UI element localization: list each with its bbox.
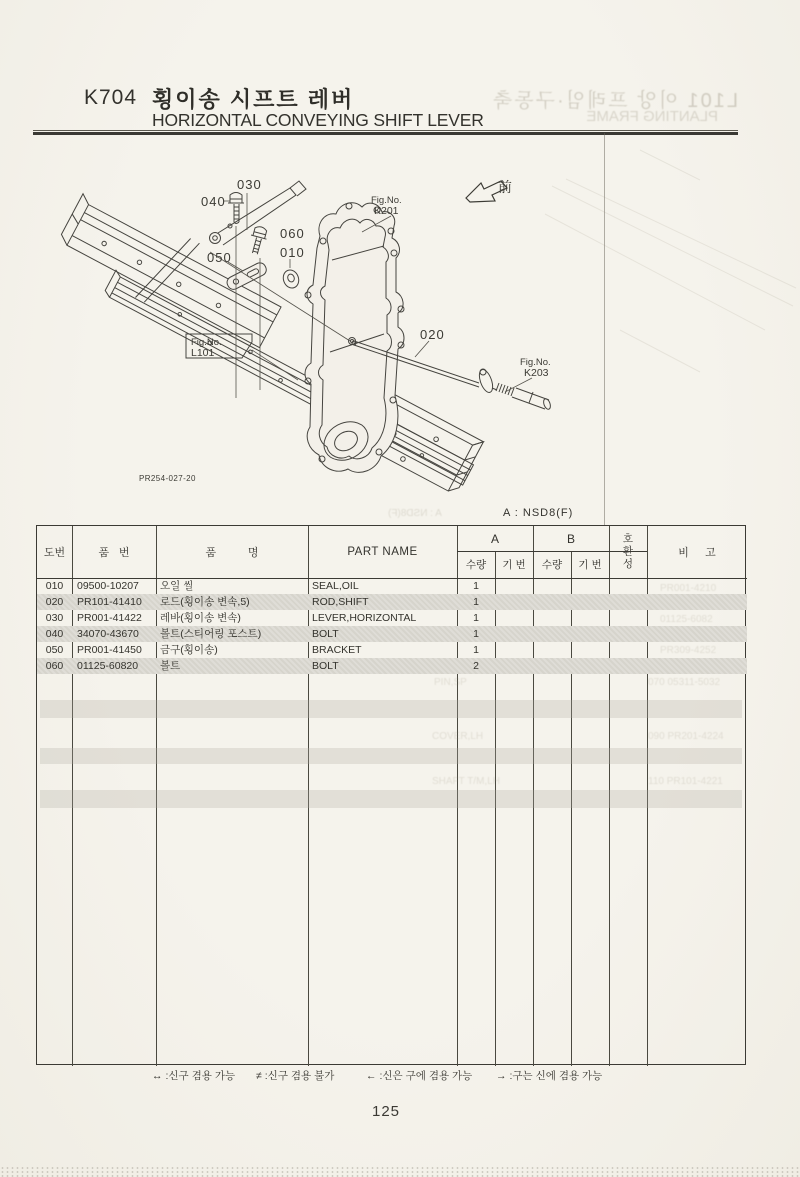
table-row xyxy=(37,610,747,626)
col-header-part-no: 품 번 xyxy=(98,547,130,559)
bleed-through-text: 070 05311-5032 xyxy=(648,677,721,688)
row-part-name: SEAL,OIL xyxy=(312,580,359,592)
fig-ref-l101: L101 xyxy=(191,347,215,359)
table-row xyxy=(37,642,747,658)
row-no: 040 xyxy=(45,628,64,640)
fig-ref-k201: K201 xyxy=(374,205,399,217)
row-name-ko: 오일 씰 xyxy=(160,580,194,592)
row-name-ko: 볼트 xyxy=(160,660,181,672)
fig-ref-label-l101: Fig.No. xyxy=(191,337,222,348)
bleed-through-band xyxy=(40,748,742,764)
fig-ref-k203: K203 xyxy=(524,367,549,379)
row-qty-a: 1 xyxy=(473,580,479,592)
drawing-code: PR254-027-20 xyxy=(139,474,196,483)
col-header-group-a: A xyxy=(490,531,499,546)
callout-040: 040 xyxy=(201,194,226,209)
row-part-name: ROD,SHIFT xyxy=(312,596,369,608)
row-no: 060 xyxy=(45,660,64,672)
front-arrow xyxy=(466,179,512,202)
row-part-name: BOLT xyxy=(312,628,339,640)
figure-number: K704 xyxy=(84,86,138,109)
row-qty-a: 1 xyxy=(473,628,479,640)
legend-symbol-not-equal-icon: ≠ xyxy=(256,1070,262,1082)
table-row xyxy=(37,658,747,674)
row-part-name: BRACKET xyxy=(312,644,362,656)
bleed-through-diagram-lines xyxy=(545,150,796,372)
callout-060: 060 xyxy=(280,226,305,241)
scan-noise-strip xyxy=(0,1166,800,1177)
row-name-ko: 금구(횡이송) xyxy=(160,644,218,656)
fig-ref-label-k203: Fig.No. xyxy=(520,357,551,368)
row-qty-a: 2 xyxy=(473,660,479,672)
legend-symbol-left-arrow-icon: ← xyxy=(366,1070,377,1082)
bleed-through-text: 01125-6082 xyxy=(660,614,713,625)
legend-symbol-right-arrow-icon: → xyxy=(496,1070,507,1082)
col-header-serial-b: 기 번 xyxy=(578,559,602,571)
legend-symbol-both-icon: ↔ xyxy=(152,1070,163,1082)
bleed-through-model-note: A : NSD8(F) xyxy=(388,508,442,519)
table-row xyxy=(37,578,747,594)
row-qty-a: 1 xyxy=(473,612,479,624)
table-row xyxy=(37,594,747,610)
legend-label: :신구 겸용 불가 xyxy=(264,1070,335,1082)
row-no: 010 xyxy=(45,580,64,592)
col-header-qty-a: 수량 xyxy=(465,559,487,571)
callout-020: 020 xyxy=(420,327,445,342)
page-title-english: HORIZONTAL CONVEYING SHIFT LEVER xyxy=(152,110,484,130)
col-header-remarks: 비 고 xyxy=(678,547,716,559)
row-name-ko: 볼트(스티어링 포스트) xyxy=(160,628,262,640)
bleed-through-text: PIN,SP xyxy=(434,677,467,688)
row-no: 030 xyxy=(45,612,64,624)
bleed-through-text: 110 PR101-4221 xyxy=(648,776,723,787)
gearbox-cover xyxy=(305,203,404,473)
bleed-through-band xyxy=(40,700,742,718)
row-part-no: PR101-41410 xyxy=(77,596,142,608)
model-note: A : NSD8(F) xyxy=(503,507,574,519)
fig-ref-label-k201: Fig.No. xyxy=(371,195,402,206)
col-header-no: 도번 xyxy=(43,547,66,559)
bleed-through-text: COVER,LH xyxy=(432,731,484,742)
page-number: 125 xyxy=(372,1103,401,1120)
legend-label: :신구 겸용 가능 xyxy=(165,1070,236,1082)
row-part-name: BOLT xyxy=(312,660,339,672)
bleed-through-text: PR001-4210 xyxy=(660,583,717,594)
col-header-group-b: B xyxy=(566,531,575,546)
legend-label: :신은 구에 겸용 가능 xyxy=(379,1070,473,1082)
row-no: 050 xyxy=(45,644,64,656)
row-no: 020 xyxy=(45,596,64,608)
legend-label: :구는 신에 겸용 가능 xyxy=(509,1070,603,1082)
bleed-through-text: PR309-4252 xyxy=(660,645,717,656)
row-name-ko: 레바(횡이송 변속) xyxy=(160,612,241,624)
bleed-through-title-english: PLANTING FRAME xyxy=(586,108,718,125)
row-part-no: 34070-43670 xyxy=(77,628,139,640)
callout-030: 030 xyxy=(237,177,262,192)
legend-item xyxy=(496,1068,602,1083)
bolt-060 xyxy=(247,225,270,256)
col-header-name-ko: 품 명 xyxy=(205,547,259,559)
page-title-korean: 횡이송 시프트 레버 xyxy=(152,87,355,112)
bleed-through-title-korean: L101 이앙 프레임·구동축 xyxy=(491,90,738,112)
row-part-no: 01125-60820 xyxy=(77,660,139,672)
row-part-no: 09500-10207 xyxy=(77,580,139,592)
row-qty-a: 1 xyxy=(473,596,479,608)
row-part-no: PR001-41422 xyxy=(77,612,142,624)
front-label: 前 xyxy=(498,179,512,195)
col-header-compatibility: 호환성 xyxy=(621,533,634,571)
oil-seal xyxy=(281,268,301,290)
callout-050: 050 xyxy=(207,250,232,265)
row-part-name: LEVER,HORIZONTAL xyxy=(312,612,417,624)
row-qty-a: 1 xyxy=(473,644,479,656)
table-row xyxy=(37,626,747,642)
col-header-qty-b: 수량 xyxy=(541,559,563,571)
callout-010: 010 xyxy=(280,245,305,260)
legend-item xyxy=(256,1068,334,1083)
bleed-through-text: 090 PR201-4224 xyxy=(648,731,724,742)
row-name-ko: 로드(횡이송 변속,5) xyxy=(160,596,250,608)
bleed-through-text: SHAFT T/M,LH xyxy=(432,776,500,787)
bolt-040 xyxy=(228,193,244,224)
legend-item xyxy=(152,1068,235,1083)
bleed-through-band xyxy=(40,790,742,808)
col-header-part-name: PART NAME xyxy=(347,546,418,558)
row-part-no: PR001-41450 xyxy=(77,644,142,656)
col-header-serial-a: 기 번 xyxy=(502,559,526,571)
legend-item xyxy=(366,1068,472,1083)
